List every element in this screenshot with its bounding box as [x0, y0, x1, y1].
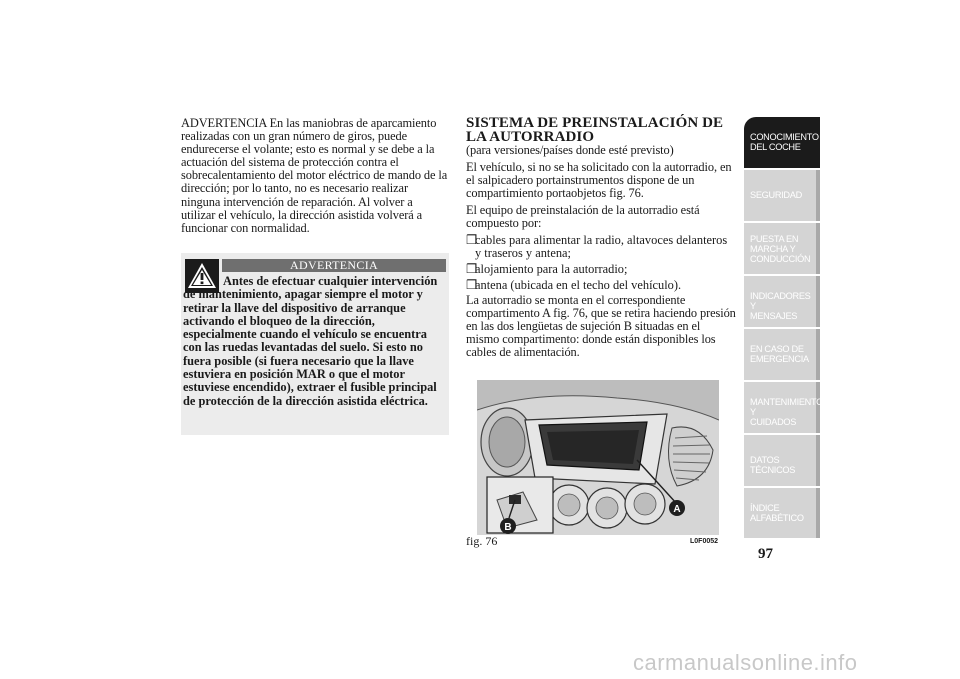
section-subtitle: (para versiones/países donde esté previsto) — [466, 143, 674, 157]
tab-seguridad[interactable] — [744, 170, 820, 221]
list-item — [466, 263, 736, 276]
paragraph-3: La autorradio se monta en el correspondiente compartimento A fig. 76, que se retira haciendo presión en las dos lengüetas de sujeción B situadas en el mismo compartimento: donde están disponibles los cables de alimentación. — [466, 292, 736, 360]
tab-indicadores-y-mensajes[interactable] — [744, 276, 820, 327]
list-item-text: antena (ubicada en el techo del vehículo). — [475, 277, 682, 292]
dashboard-illustration — [477, 380, 719, 535]
tab-en-caso-de-emergencia[interactable] — [744, 329, 820, 380]
tab-label-line: CONOCIMIENTO — [750, 132, 819, 142]
tab-label-line: ALFABÉTICO — [750, 513, 804, 523]
paragraph-1: El vehículo, si no se ha solicitado con la autorradio, en el salpicadero portainstrumentos dispone de un compartimiento portaobjetos fig. 76. — [466, 160, 732, 201]
list-item-text: alojamiento para la autorradio; — [475, 261, 628, 276]
checkbox-bullet-icon: ❒ — [466, 261, 478, 276]
tab-label-line: EMERGENCIA — [750, 354, 809, 364]
checkbox-bullet-icon: ❒ — [466, 277, 478, 292]
left-column — [181, 117, 449, 235]
list-item — [466, 234, 736, 260]
tab-label-line: MANTENIMIENTO Y — [750, 397, 824, 417]
tab-conocimiento-del-coche[interactable] — [744, 117, 820, 168]
section-title — [466, 116, 736, 144]
tab-label-line: ÍNDICE — [750, 503, 780, 513]
tab-mantenimiento-y-cuidados[interactable] — [744, 382, 824, 433]
watermark: carmanualsonline.info — [633, 650, 858, 675]
tab-indice-alfabetico[interactable] — [744, 488, 820, 538]
callout-label-a: A — [673, 504, 681, 515]
list-item — [466, 279, 736, 292]
tab-puesta-en-marcha[interactable] — [744, 223, 820, 274]
warning-header: ADVERTENCIA — [222, 259, 446, 272]
list-item-text: cables para alimentar la radio, altavoces delanteros y traseros y antena; — [475, 232, 728, 260]
callout-label-b: B — [504, 522, 512, 533]
tab-label-line: DEL COCHE — [750, 142, 801, 152]
figure-code: L0F0052 — [690, 538, 719, 545]
right-column — [466, 116, 736, 359]
tab-label-line: DATOS TÉCNICOS — [750, 455, 796, 475]
steering-advice-paragraph: ADVERTENCIA En las maniobras de aparcamiento realizadas con un gran número de giros, puede endurecerse el volante; esto es normal y se debe a la actuación del sistema de protección contra el sobrecalentamiento del motor eléctrico de mando de la dirección; por lo tanto, no es necesario realizar ninguna intervención de reparación. Al volver a utilizar el vehículo, la dirección asistida volverá a funcionar con normalidad. — [181, 116, 448, 235]
tab-label-line: MARCHA Y — [750, 244, 796, 254]
checkbox-bullet-icon: ❒ — [466, 232, 478, 247]
tab-label-line: CONDUCCIÓN — [750, 254, 811, 264]
section-title-line1: SISTEMA DE PREINSTALACIÓN DE — [466, 115, 724, 131]
tab-label-line: EN CASO DE — [750, 344, 804, 354]
tab-label-line: PUESTA EN — [750, 234, 799, 244]
figure-caption: fig. 76 — [466, 534, 498, 548]
dashboard-radio-figure — [477, 380, 719, 535]
paragraph-2: El equipo de preinstalación de la autorradio está compuesto por: — [466, 203, 700, 231]
tab-label-line: INDICADORES Y — [750, 291, 811, 311]
tab-label-line: MENSAJES — [750, 311, 798, 321]
page-number: 97 — [758, 546, 773, 562]
chapter-tabs — [744, 117, 824, 540]
tab-label-line: CUIDADOS — [750, 417, 797, 427]
tab-label-line: SEGURIDAD — [750, 190, 802, 200]
section-title-line2: LA AUTORRADIO — [466, 129, 595, 145]
tab-datos-tecnicos[interactable] — [744, 435, 820, 486]
warning-box — [181, 253, 449, 435]
warning-text: Antes de efectuar cualquier intervención de mantenimiento, apagar siempre el motor y retirar la llave del dispositivo de arranque activando el bloqueo de la dirección, especialmente cuando el vehículo se encuentra con las ruedas levantadas del suelo. Si esto no fuera posible (si fuera necesario que la llave estuviera en posición MAR o que el motor estuviese encendido), extraer el fusible principal de protección de la dirección asistida eléctrica. — [183, 274, 438, 408]
